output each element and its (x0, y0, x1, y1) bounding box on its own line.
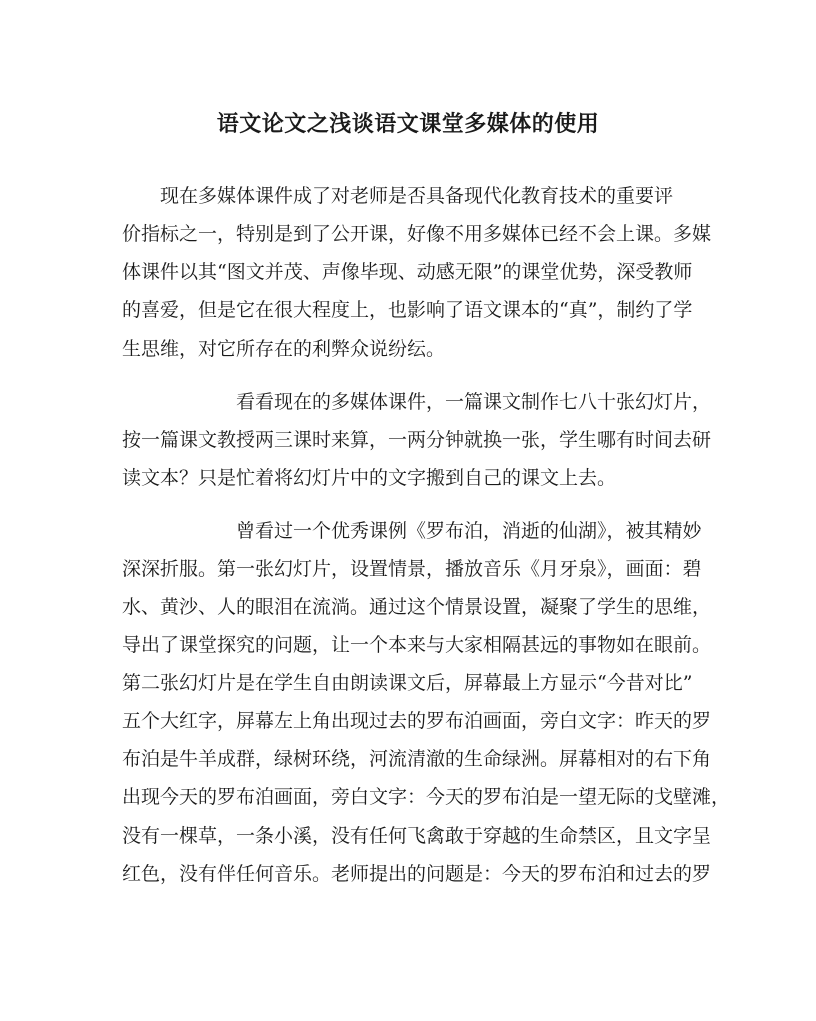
paragraph-line: 的喜爱，但是它在很大程度上，也影响了语文课本的“真”，制约了学 (122, 299, 693, 321)
paragraph-line: 红色，没有伴任何音乐。老师提出的问题是：今天的罗布泊和过去的罗 (122, 863, 712, 885)
paragraph-line: 价指标之一，特别是到了公开课，好像不用多媒体已经不会上课。多媒 (122, 223, 712, 245)
paragraph-line: 没有一棵草，一条小溪，没有任何飞禽敢于穿越的生命禁区，且文字呈 (122, 825, 712, 847)
paragraph-line: 出现今天的罗布泊画面，旁白文字：今天的罗布泊是一望无际的戈壁滩， (122, 786, 731, 808)
paragraph-line: 体课件以其“图文并茂、声像毕现、动感无限”的课堂优势，深受教师 (122, 261, 693, 283)
paragraph-line: 生思维，对它所存在的利弊众说纷纭。 (122, 338, 446, 360)
paragraph-line: 五个大红字，屏幕左上角出现过去的罗布泊画面，旁白文字：昨天的罗 (122, 710, 712, 732)
document-title: 语文论文之浅谈语文课堂多媒体的使用 (216, 111, 600, 137)
paragraph-line: 水、黄沙、人的眼泪在流淌。通过这个情景设置，凝聚了学生的思维， (122, 596, 712, 618)
paragraph-line: 导出了课堂探究的问题，让一个本来与大家相隔甚远的事物如在眼前。 (122, 634, 712, 656)
paragraph-line: 曾看过一个优秀课例《罗布泊，消逝的仙湖》，被其精妙 (122, 520, 702, 542)
paragraph-line: 布泊是牛羊成群，绿树环绕，河流清澈的生命绿洲。屏幕相对的右下角 (122, 748, 712, 770)
paragraph-line: 第二张幻灯片是在学生自由朗读课文后，屏幕最上方显示“今昔对比” (122, 672, 693, 694)
paragraph-line: 看看现在的多媒体课件，一篇课文制作七八十张幻灯片， (122, 391, 712, 413)
paragraph-line: 深深折服。第一张幻灯片，设置情景，播放音乐《月牙泉》，画面：碧 (122, 558, 702, 580)
paragraph-line: 按一篇课文教授两三课时来算，一两分钟就换一张，学生哪有时间去研 (122, 429, 712, 451)
paragraph-line: 读文本？只是忙着将幻灯片中的文字搬到自己的课文上去。 (122, 467, 617, 489)
paragraph-line: 现在多媒体课件成了对老师是否具备现代化教育技术的重要评 (122, 185, 674, 207)
